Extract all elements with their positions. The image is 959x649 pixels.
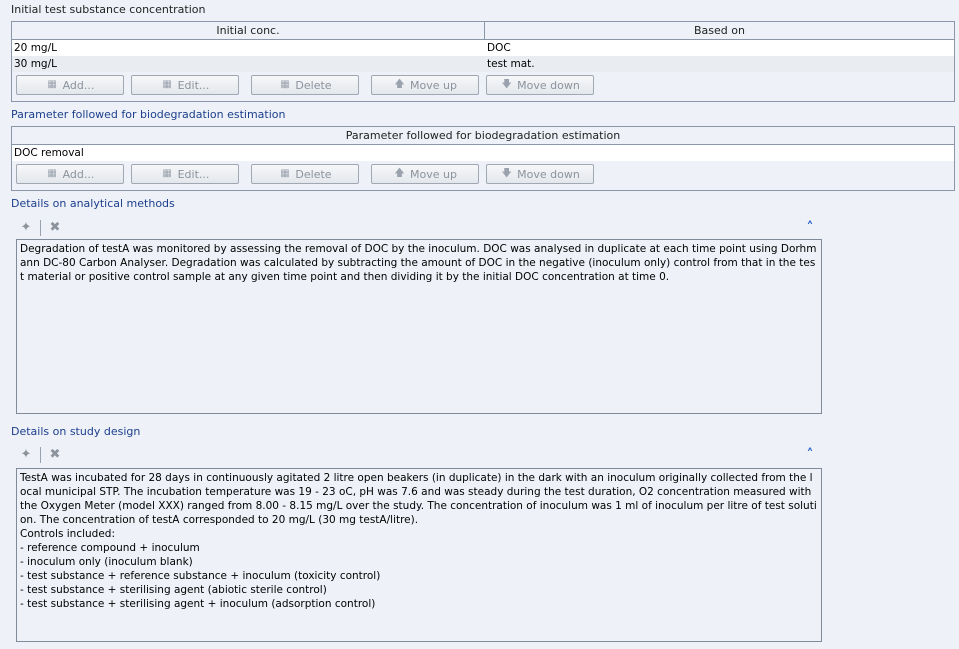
move-up-button-label: Move up: [410, 78, 457, 92]
add-button-label: Add...: [62, 78, 95, 92]
cell-parameter: DOC removal: [14, 147, 84, 159]
move-down-button-label: Move down: [517, 78, 580, 92]
analytical-methods-textarea[interactable]: Degradation of testA was monitored by assessing the removal of DOC by the inoculum. DOC was analysed in duplicate at each time point using Dorhmann DC-80 Carbon Analyser. Degradation was calculated by subtracting the amount of DOC in the negative (inoculum only) control from that in the test material or positive control sample at any given time point and then dividing it by the initial DOC concentration at time 0.: [16, 239, 822, 414]
collapse-chevron-icon[interactable]: ˄: [806, 447, 814, 463]
toolbar-divider: [40, 447, 41, 463]
add-button-label: Add...: [62, 167, 95, 181]
table-row[interactable]: [12, 40, 954, 56]
edit-grid-icon: ▦: [162, 79, 172, 90]
add-button[interactable]: [16, 75, 124, 95]
table-row[interactable]: [12, 56, 954, 72]
delete-button[interactable]: [251, 75, 359, 95]
collapse-chevron-icon[interactable]: ˄: [806, 220, 814, 236]
edit-button-label: Edit...: [177, 167, 210, 181]
edit-button-label: Edit...: [177, 78, 210, 92]
column-header-parameter[interactable]: Parameter followed for biodegradation estimation: [345, 129, 621, 142]
column-header-initial-conc[interactable]: Initial conc.: [12, 22, 485, 39]
conc-table-header: [12, 22, 954, 40]
delete-button-label: Delete: [295, 78, 332, 92]
param-button-bar: [12, 161, 954, 187]
move-down-button[interactable]: [486, 164, 594, 184]
study-design-section-title: Details on study design: [11, 425, 141, 438]
cell-based-on: DOC: [487, 42, 511, 54]
arrow-down-icon: 🡇: [501, 79, 512, 90]
add-row-icon: ▦: [47, 168, 57, 179]
study-design-textarea[interactable]: TestA was incubated for 28 days in continuously agitated 2 litre open beakers (in duplicate) in the dark with an inoculum originally collected from the local municipal STP. The incubation temperature was 19 - 23 oC, pH was 7.6 and was steady during the test duration, O2 concentration measured with the Oxygen Meter (model XXX) ranged from 8.00 - 8.15 mg/L over the study. The concentration of inoculum was 1 ml of inoculum per litre of test solution. The concentration of testA corresponded to 20 mg/L (30 mg testA/litre). Controls included: - reference compound + inoculum - inoculum only (inoculum blank) - test substance + reference substance + inoculum (toxicity control) - test substance + sterilising agent (abiotic sterile control) - test substance + sterilising agent + inoculum (adsorption control): [16, 468, 822, 642]
table-row[interactable]: [12, 145, 954, 161]
analytical-toolbar: [18, 218, 63, 238]
toolbar-divider: [40, 220, 41, 236]
conc-table-panel: [11, 21, 955, 102]
delete-button[interactable]: [251, 164, 359, 184]
edit-button[interactable]: [131, 164, 239, 184]
edit-button[interactable]: [131, 75, 239, 95]
cell-initial-conc: 30 mg/L: [14, 58, 57, 70]
cell-initial-conc: 20 mg/L: [14, 42, 57, 54]
param-table-header: [12, 127, 954, 145]
analytical-section-title: Details on analytical methods: [11, 197, 175, 210]
move-up-button[interactable]: [371, 75, 479, 95]
delete-row-icon: ▦: [280, 168, 290, 179]
move-down-button[interactable]: [486, 75, 594, 95]
conc-button-bar: [12, 72, 954, 98]
puzzle-icon[interactable]: ✦: [20, 447, 32, 462]
add-button[interactable]: [16, 164, 124, 184]
study-design-toolbar: [18, 445, 63, 465]
move-down-button-label: Move down: [517, 167, 580, 181]
move-up-button-label: Move up: [410, 167, 457, 181]
puzzle-icon[interactable]: ✦: [20, 220, 32, 235]
move-up-button[interactable]: [371, 164, 479, 184]
clear-x-icon[interactable]: ✖: [49, 220, 61, 235]
delete-button-label: Delete: [295, 167, 332, 181]
param-section-title: Parameter followed for biodegradation estimation: [11, 108, 286, 121]
delete-row-icon: ▦: [280, 79, 290, 90]
conc-section-title: Initial test substance concentration: [11, 3, 206, 16]
column-header-based-on[interactable]: Based on: [694, 24, 745, 37]
arrow-up-icon: 🡅: [394, 168, 405, 179]
arrow-up-icon: 🡅: [394, 79, 405, 90]
param-table-panel: [11, 126, 955, 191]
arrow-down-icon: 🡇: [501, 168, 512, 179]
edit-grid-icon: ▦: [162, 168, 172, 179]
clear-x-icon[interactable]: ✖: [49, 447, 61, 462]
cell-based-on: test mat.: [487, 58, 535, 70]
add-row-icon: ▦: [47, 79, 57, 90]
